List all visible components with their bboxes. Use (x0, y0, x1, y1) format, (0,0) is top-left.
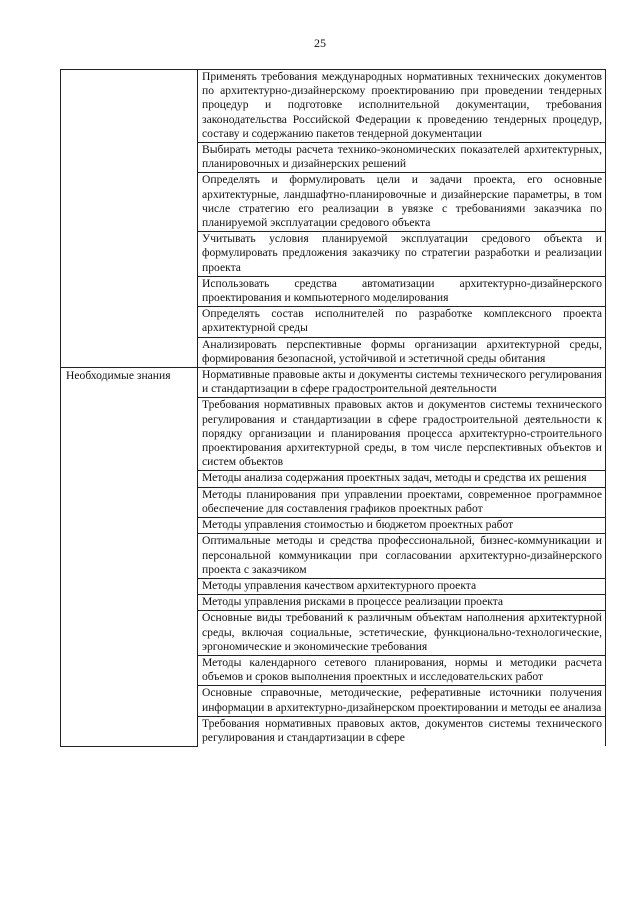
competency-table (60, 69, 606, 747)
knowledge-item: Методы управления стоимостью и бюджетом проектных работ (198, 518, 606, 534)
skill-item: Определять и формулировать цели и задачи проекта, его основные архитектурные, ландшафтно-планировочные и дизайнерские параметры, в том числе стратегию его реализации в увязке с требованиями заказчика по планируемой эксплуатации средового объекта (198, 173, 606, 232)
knowledge-label: Необходимые знания (61, 368, 198, 747)
knowledge-item: Методы управления рисками в процессе реализации проекта (198, 595, 606, 611)
knowledge-item: Основные справочные, методические, реферативные источники получения информации в архитектурно-дизайнерском проектировании и методы ее анализа (198, 686, 606, 716)
page-number: 25 (314, 36, 326, 50)
skills-label-cell (61, 70, 198, 368)
knowledge-item: Методы управления качеством архитектурного проекта (198, 578, 606, 594)
skill-item: Определять состав исполнителей по разработке комплексного проекта архитектурной среды (198, 307, 606, 337)
knowledge-item: Оптимальные методы и средства профессиональной, бизнес-коммуникации и персональной коммуникации при согласовании архитектурно-дизайнерского проекта с заказчиком (198, 534, 606, 579)
knowledge-item: Требования нормативных правовых актов, документов системы технического регулирования и стандартизации в сфере (198, 716, 606, 746)
knowledge-item: Методы анализа содержания проектных задач, методы и средства их решения (198, 471, 606, 487)
knowledge-item: Методы планирования при управлении проектами, современное программное обеспечение для составления графиков проектных работ (198, 487, 606, 517)
knowledge-item: Методы календарного сетевого планирования, нормы и методики расчета объемов и сроков выполнения проектных и исследовательских работ (198, 655, 606, 685)
skill-item: Выбирать методы расчета технико-экономических показателей архитектурных, планировочных и дизайнерских решений (198, 143, 606, 173)
table-row (61, 368, 606, 398)
skill-item: Применять требования международных нормативных технических документов по архитектурно-дизайнерскому проектированию при проведении тендерных процедур и подготовке исполнительной документации, требования законодательства Российской Федерации к проведению тендерных процедур, составу и содержанию пакетов тендерной документации (198, 70, 606, 143)
knowledge-item: Нормативные правовые акты и документы системы технического регулирования и стандартизации в сфере градостроительной деятельности (198, 368, 606, 398)
table-row (61, 70, 606, 143)
skill-item: Учитывать условия планируемой эксплуатации средового объекта и формулировать предложения заказчику по стратегии разработки и реализации проекта (198, 232, 606, 277)
skill-item: Использовать средства автоматизации архитектурно-дизайнерского проектирования и компьютерного моделирования (198, 276, 606, 306)
knowledge-item: Основные виды требований к различным объектам наполнения архитектурной среды, включая социальные, эстетические, функционально-технологические, эргономические и экономические требования (198, 611, 606, 656)
skill-item: Анализировать перспективные формы организации архитектурной среды, формирования безопасной, устойчивой и эстетичной среды обитания (198, 337, 606, 367)
knowledge-item: Требования нормативных правовых актов и документов системы технического регулирования и стандартизации в сфере градостроительной деятельности к порядку организации и планирования процесса архитектурно-строительного проектирования архитектурной среды, в том числе перспективных объектов и систем объектов (198, 398, 606, 471)
